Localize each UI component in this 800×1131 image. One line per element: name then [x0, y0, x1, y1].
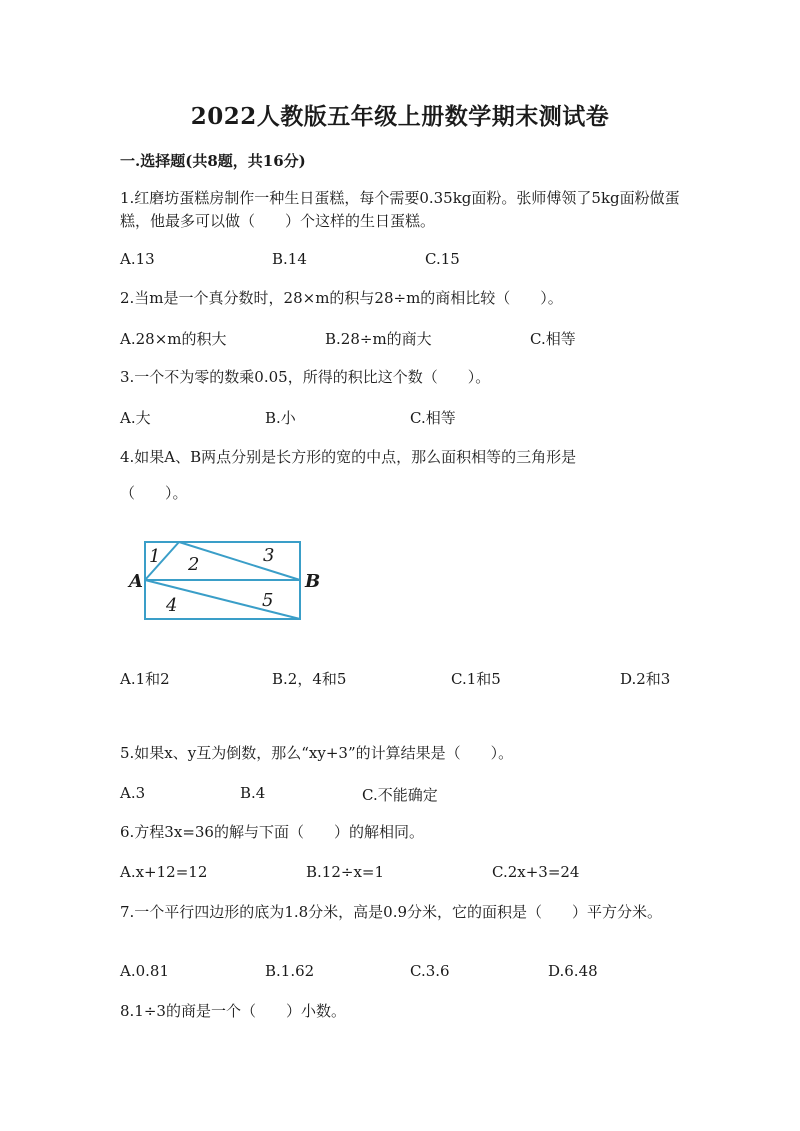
q2-option-c[interactable]: C.相等: [530, 330, 576, 348]
question-1: 1.红磨坊蛋糕房制作一种生日蛋糕，每个需要0.35kg面粉。张师傅领了5kg面粉做蛋糕，他最多可以做（ ）个这样的生日蛋糕。: [120, 189, 680, 230]
q1-option-a[interactable]: A.13: [120, 250, 155, 268]
question-7: 7.一个平行四边形的底为1.8分米，高是0.9分米，它的面积是（ ）平方分米。: [120, 903, 663, 921]
q6-option-a[interactable]: A.x+12=12: [120, 863, 208, 881]
figure-point-a: A: [129, 571, 143, 592]
figure-region-1: 1: [149, 546, 161, 567]
q2-option-b[interactable]: B.28÷m的商大: [325, 330, 432, 348]
q7-option-a[interactable]: A.0.81: [120, 962, 169, 980]
figure-region-2: 2: [188, 554, 200, 575]
q7-option-b[interactable]: B.1.62: [265, 962, 315, 980]
q1-option-c[interactable]: C.15: [425, 250, 460, 268]
q4-option-b[interactable]: B.2，4和5: [272, 670, 347, 688]
q7-option-d[interactable]: D.6.48: [548, 962, 598, 980]
question-8: 8.1÷3的商是一个（ ）小数。: [120, 1002, 346, 1020]
section-heading: 一.选择题(共8题，共16分): [120, 152, 306, 170]
figure-point-b: B: [305, 571, 321, 592]
q3-option-a[interactable]: A.大: [120, 409, 151, 427]
question-3: 3.一个不为零的数乘0.05，所得的积比这个数（ ）。: [120, 368, 491, 386]
question-6: 6.方程3x=36的解与下面（ ）的解相同。: [120, 823, 424, 841]
q6-option-b[interactable]: B.12÷x=1: [306, 863, 385, 881]
q3-option-b[interactable]: B.小: [265, 409, 296, 427]
q7-option-c[interactable]: C.3.6: [410, 962, 450, 980]
q4-option-a[interactable]: A.1和2: [120, 670, 170, 688]
page-title: 2022人教版五年级上册数学期末测试卷: [190, 103, 610, 130]
q1-option-b[interactable]: B.14: [272, 250, 307, 268]
q2-option-a[interactable]: A.28×m的积大: [120, 330, 227, 348]
q4-option-c[interactable]: C.1和5: [451, 670, 501, 688]
question-2: 2.当m是一个真分数时，28×m的积与28÷m的商相比较（ ）。: [120, 289, 563, 307]
rectangle-figure: [125, 535, 330, 625]
figure-region-5: 5: [262, 590, 274, 611]
q4-option-d[interactable]: D.2和3: [620, 670, 671, 688]
figure-region-4: 4: [166, 595, 178, 616]
q3-option-c[interactable]: C.相等: [410, 409, 456, 427]
question-4-blank: （ ）。: [120, 484, 188, 502]
q6-option-c[interactable]: C.2x+3=24: [492, 863, 580, 881]
q5-option-a[interactable]: A.3: [120, 784, 146, 802]
question-4: 4.如果A、B两点分别是长方形的宽的中点，那么面积相等的三角形是: [120, 448, 577, 466]
question-5: 5.如果x、y互为倒数，那么“xy+3”的计算结果是（ ）。: [120, 744, 514, 762]
q5-option-c[interactable]: C.不能确定: [362, 786, 438, 804]
figure-region-3: 3: [263, 545, 275, 566]
q5-option-b[interactable]: B.4: [240, 784, 266, 802]
